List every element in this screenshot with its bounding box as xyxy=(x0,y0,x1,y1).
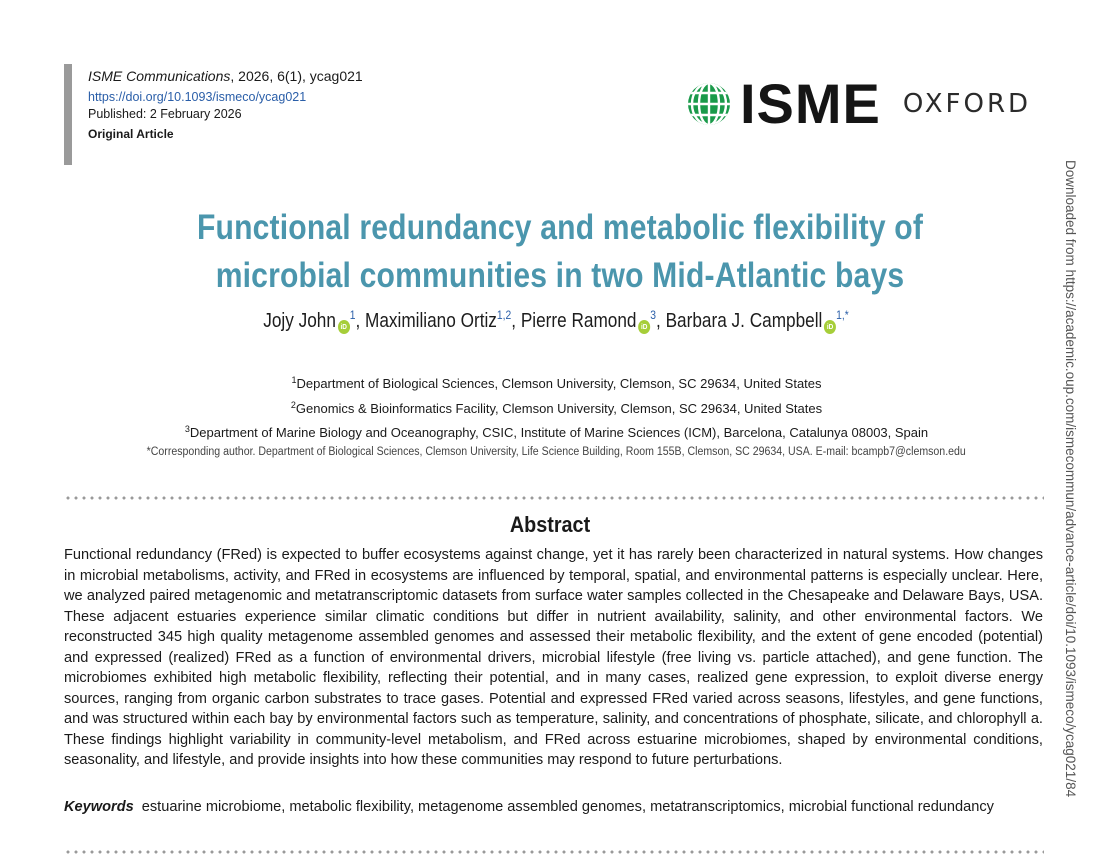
author-name[interactable]: Pierre Ramond xyxy=(520,310,637,332)
keywords-label: Keywords xyxy=(64,799,134,815)
article-meta xyxy=(88,66,363,144)
abstract-heading: Abstract xyxy=(509,512,591,537)
corresponding-author: *Corresponding author. Department of Biological Sciences, Clemson University, Life Science Building, Room 155B, Clemson, SC 29634, USA. E-mail: bcampb7@clemson.edu xyxy=(146,446,966,458)
abstract-text: Functional redundancy (FRed) is expected to buffer ecosystems against change, yet it has rarely been characterized in natural systems. How changes in microbial metabolisms, activity, and FRed in ecosystems are influenced by temporal, spatial, and environmental patterns is especially unclear. Here, we analyzed paired metagenomic and metatranscriptomic datasets from surface water samples collected in the Chesapeake and Delaware Bays, USA. These adjacent estuaries experience similar climatic conditions but differ in nutrient availability, salinity, and other environmental factors. We reconstructed 345 high quality metagenome assembled genomes and assessed their metabolic flexibility, and the extent of gene encoded (potential) and expressed (realized) FRed as a function of environmental drivers, microbial lifestyle (free living vs. particle attached), and gene function. The microbiomes exhibited high metabolic flexibility, reflecting their potential, and in many cases, realized gene expression, to exploit diverse energy sources, ranging from organic carbon substrates to trace gases. Potential and expressed FRed varied across seasons, lifestyles, and gene functions, and was structured within each bay by environmental factors such as temperature, salinity, and concentrations of phosphate, silicate, and chlorophyll a. These findings highlight variability in community-level metabolism, and FRed across estuarine microbiomes, shaped by environmental conditions, seasonality, and lifestyle, and provide insights into how these communities may respond to future perturbations. xyxy=(64,547,1043,768)
citation-details: , 2026, 6(1), ycag021 xyxy=(230,68,363,84)
published-date: Published: 2 February 2026 xyxy=(88,107,242,121)
keywords-text: estuarine microbiome, metabolic flexibility, metagenome assembled genomes, metatranscriptomics, microbial functional redundancy xyxy=(141,799,994,815)
dotted-divider xyxy=(64,850,1044,854)
affiliation-text: Department of Marine Biology and Oceanography, CSIC, Institute of Marine Sciences (ICM), Barcelona, Catalunya 08003, Spain xyxy=(189,425,929,440)
dotted-divider xyxy=(64,496,1044,500)
affiliation-text: Genomics & Bioinformatics Facility, Clemson University, Clemson, SC 29634, United States xyxy=(295,400,823,416)
orcid-icon[interactable]: iD xyxy=(638,320,650,334)
orcid-icon[interactable]: iD xyxy=(338,320,350,334)
affiliation-item xyxy=(0,395,1113,420)
author-list: Jojy John $iD^1$, Maximiliano Ortiz$^{1,2}$, Pierre Ramond $iD^3$, Barbara J. Campbell $iD^{1,*}$ xyxy=(263,308,849,332)
affiliation-item xyxy=(0,419,1113,444)
download-source-note: Downloaded from https://academic.oup.com/ismecommun/advance-article/doi/10.1093/ismeco/ycag021/84 xyxy=(1063,160,1078,798)
affiliation-number: 3 xyxy=(184,424,190,434)
journal-logo[interactable] xyxy=(686,72,1032,135)
author-name[interactable]: Maximiliano Ortiz xyxy=(365,310,497,332)
header-accent-bar xyxy=(64,64,72,165)
doi-link[interactable]: https://doi.org/10.1093/ismeco/ycag021 xyxy=(88,90,307,104)
keywords xyxy=(64,797,1043,818)
author-affiliation-ref: 1,* xyxy=(836,308,849,322)
article-title: Functional redundancy and metabolic flexibility of microbial communities in two Mid-Atlantic bays xyxy=(196,208,924,295)
affiliation-list xyxy=(0,370,1113,444)
author-name[interactable]: Jojy John xyxy=(263,310,336,332)
orcid-icon[interactable]: iD xyxy=(824,320,836,334)
author-affiliation-ref: 1 xyxy=(349,308,356,322)
citation-line xyxy=(88,66,363,86)
globe-icon xyxy=(686,81,732,127)
isme-wordmark: ISME xyxy=(740,72,881,135)
article-type: Original Article xyxy=(88,127,174,141)
author-affiliation-ref: 1,2 xyxy=(496,308,512,322)
affiliation-number: 2 xyxy=(290,399,296,410)
affiliation-item xyxy=(0,370,1113,395)
affiliation-number: 1 xyxy=(291,375,297,385)
author-affiliation-ref: 3 xyxy=(650,308,657,322)
oxford-wordmark: OXFORD xyxy=(902,89,1032,119)
author-name[interactable]: Barbara J. Campbell xyxy=(665,310,823,332)
journal-name: ISME Communications xyxy=(88,68,231,84)
affiliation-text: Department of Biological Sciences, Clemson University, Clemson, SC 29634, United States xyxy=(296,376,822,391)
